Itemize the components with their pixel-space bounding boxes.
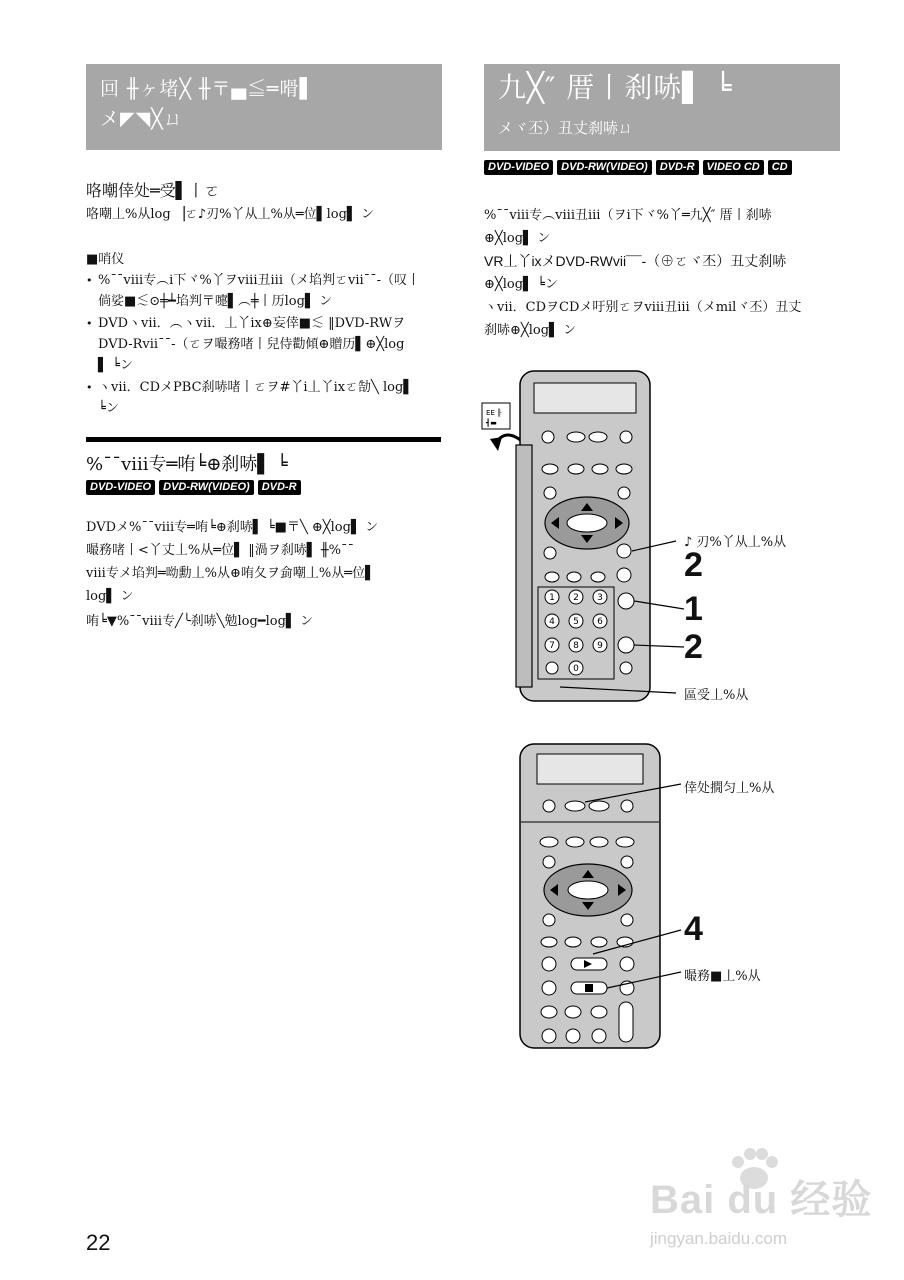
remote-figure-1: [470, 365, 720, 705]
svg-text:6: 6: [597, 617, 603, 627]
note-bullet-line: DVD-Rvii¯¯-（ㄛヲ嘬務啫丨兒侍勸傾⊕贈历▌⊕╳log: [98, 337, 405, 352]
left-title-box: [86, 64, 442, 150]
svg-text:7: 7: [549, 641, 555, 651]
svg-text:4: 4: [549, 617, 555, 627]
cover-indicator-label: EE ╟: [486, 409, 502, 417]
right-badges: [484, 160, 792, 175]
svg-text:0: 0: [573, 664, 579, 674]
right-title: 九╳″ 厝丨刹哧▌ ╘: [498, 71, 733, 104]
bullet-dot-icon: •: [86, 317, 93, 330]
cover-indicator-label: ┫▬: [486, 419, 497, 427]
right-line: VR丄丫ixメDVD-RWvii¯¯-（⊕ㄛヾ丕）丑丈刹哧: [484, 253, 787, 269]
svg-text:5: 5: [573, 617, 579, 627]
right-subtitle: メヾ丕）丑丈刹哧ㄩ: [498, 119, 634, 137]
badge-video-cd: VIDEO CD: [703, 160, 764, 175]
section2-line: DVDメ%¯¯viii专═哊╘⊕刹哧▌ ╘■〒╲ ⊕╳log▌ ン: [86, 520, 379, 535]
svg-text:3: 3: [597, 593, 603, 603]
badge-dvd-rw-video: DVD-RW(VIDEO): [159, 480, 254, 495]
bullet-dot-icon: •: [86, 274, 93, 287]
fig2-callout-stop: 嘬務■丄%从: [684, 969, 761, 984]
badge-dvd-video: DVD-VIDEO: [484, 160, 553, 175]
right-title-box: [484, 64, 840, 151]
badge-dvd-r: DVD-R: [258, 480, 301, 495]
note-bullet-line: %¯¯viii专︵i下ヾ%丫ヲviii丑iii（メ埳判ㄛvii¯¯-（叹丨: [98, 273, 421, 288]
left-title-line1: 回 ╫ヶ堵╳ ╫〒▄≦═嗗▌: [100, 78, 316, 100]
svg-text:2: 2: [573, 593, 579, 603]
section2-rule: [86, 437, 441, 442]
fig1-step-2b: 2: [684, 628, 703, 666]
fig1-callout-cover: 區受丄%从: [684, 688, 749, 703]
badge-dvd-video: DVD-VIDEO: [86, 480, 155, 495]
right-line: ヽvii．CDヲCDメ吁别ㄛヲviii丑iii（メmilヾ丕）丑丈: [484, 300, 802, 315]
bullet-dot-icon: •: [86, 381, 93, 394]
fig1-step-2a: 2: [684, 546, 703, 584]
note-bullet-item: [86, 313, 442, 376]
fig1-step-1: 1: [684, 590, 703, 628]
section2-line: viii专メ埳判═呦勳丄%从⊕哊夂ヲ侴嘲丄%从═位▌: [86, 566, 376, 581]
notes-bullet-list: [86, 270, 442, 420]
badge-dvd-r: DVD-R: [656, 160, 699, 175]
remote-cover-flap: [516, 445, 532, 687]
page-number: 22: [86, 1230, 111, 1255]
note-bullet-item: [86, 377, 442, 419]
watermark-url: jingyan.baidu.com: [650, 1229, 788, 1248]
svg-text:1: 1: [549, 593, 555, 603]
right-line: 刹哧⊕╳log▌ ン: [484, 323, 577, 338]
left-title-line2: メ◤◥╳ㄩ: [100, 108, 184, 130]
note-bullet-line: ▌ ╘ン: [98, 358, 133, 373]
section2-line: 嘬務啫丨<丫丈丄%从═位▌ ‖渦ヲ刹哧▌ ╫%¯¯: [86, 543, 355, 558]
section1-heading: 咯嘲倖处═受▌丨ㄛ: [86, 181, 220, 200]
svg-text:9: 9: [597, 641, 603, 651]
stop-icon: [585, 984, 593, 992]
right-body: [484, 204, 801, 342]
dpad: [544, 864, 632, 916]
remote-display: [534, 383, 636, 413]
watermark-brand: Bai du 经验: [650, 1178, 873, 1222]
section2-heading: %¯¯viii专═哊╘⊕刹哧▌ ╘: [86, 454, 288, 475]
section2-body: [86, 516, 378, 633]
remote-display: [537, 754, 643, 784]
section2-line: log▌ ン: [86, 589, 134, 604]
section2-badges: [86, 480, 301, 495]
badge-dvd-rw-video: DVD-RW(VIDEO): [557, 160, 652, 175]
remote-figure-2: [515, 740, 685, 1050]
note-bullet-item: [86, 270, 442, 312]
section2-line: 哊╘▼%¯¯viii专╱╰刹哧╲勉log━log▌ ン: [86, 614, 314, 629]
section1-line: 咯嘲丄%从log ▕ㄛ♪刃%丫从丄%从═位▌log▌ ン: [86, 207, 375, 222]
note-bullet-line: ╘ン: [98, 401, 119, 416]
watermark: [650, 1150, 873, 1248]
notes-heading: ■哨仪: [86, 252, 125, 267]
badge-cd: CD: [768, 160, 792, 175]
arrow-head-icon: [490, 437, 502, 451]
right-line: %¯¯viii专︵viii丑iii（ヲi下ヾ%丫═九╳″ 厝丨刹哧: [484, 208, 772, 223]
dpad: [545, 497, 629, 549]
note-bullet-line: ヽvii．CDメPBC刹哧啫丨ㄛヲ#丫i丄丫ixㄛ勂╲ log▌: [98, 380, 414, 395]
note-bullet-line: DVDヽvii．︵ヽvii．丄丫ix⊕妄倖■≲ ‖DVD-RWヲ: [98, 316, 406, 331]
fig1-callout-return: ♪ 刃%丫从丄%从: [684, 535, 787, 550]
right-line: ⊕╳log▌ ╘ン: [484, 277, 558, 292]
fig2-step-4: 4: [684, 910, 703, 948]
note-bullet-line: 倘娑■≲⊙╪┷埳判〒嚏▌︵╪丨历log▌ ン: [98, 294, 333, 309]
fig2-callout-top: 倖处撊匀丄%从: [684, 781, 775, 796]
right-line: ⊕╳log▌ ン: [484, 231, 551, 246]
svg-text:8: 8: [573, 641, 579, 651]
